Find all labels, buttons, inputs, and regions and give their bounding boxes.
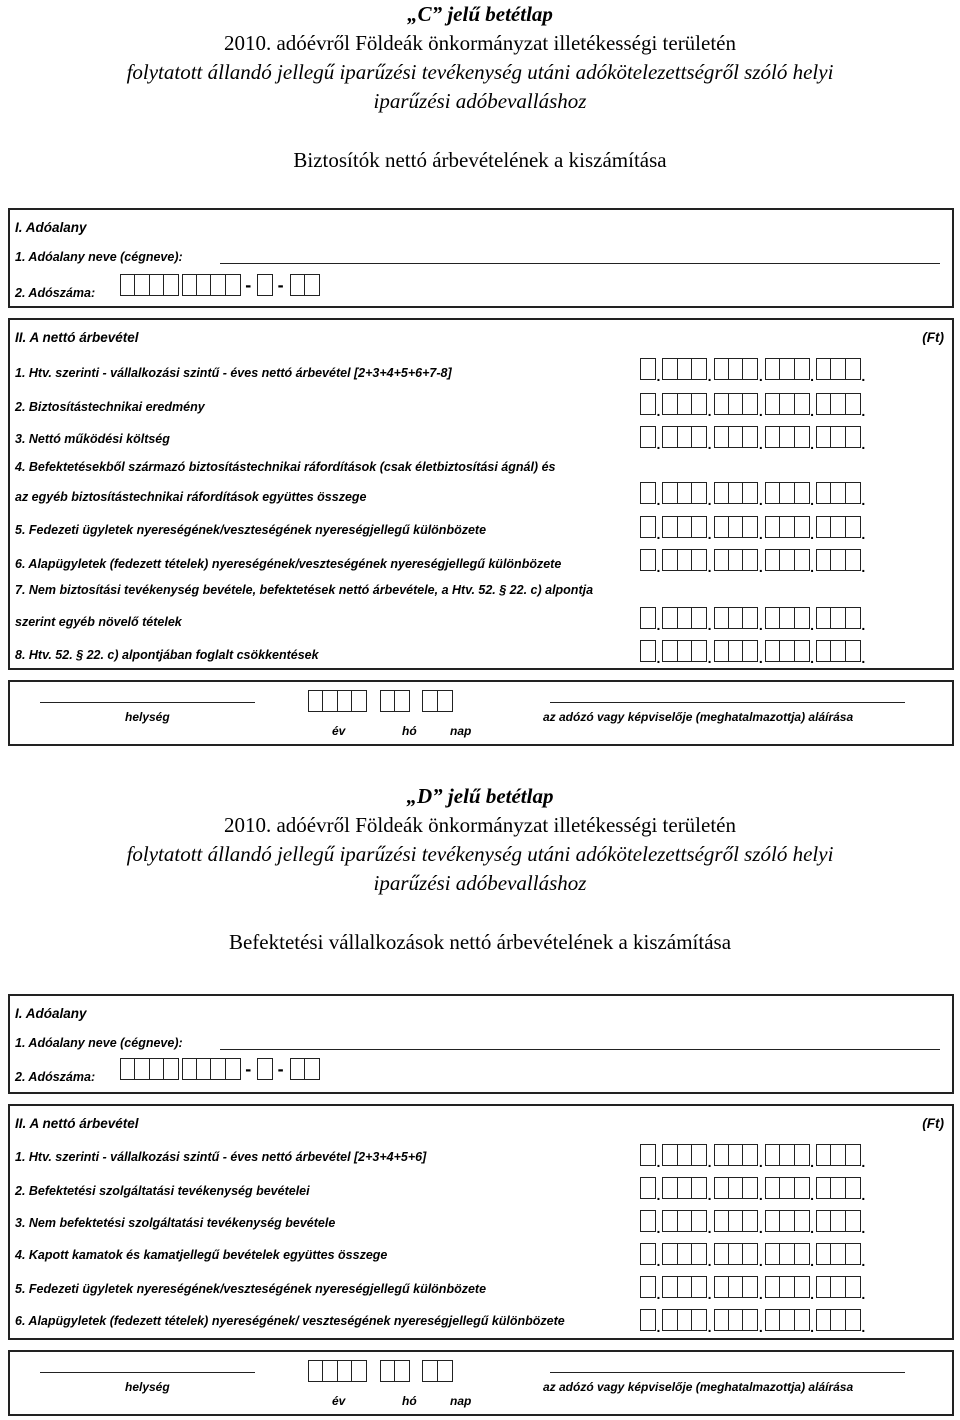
d-section-taxpayer: [8, 994, 954, 1094]
d-date-field[interactable]: [308, 1360, 451, 1382]
thousands-separator: .: [810, 650, 814, 666]
thousands-separator: .: [758, 559, 763, 575]
d-month-label: hó: [402, 1394, 417, 1408]
d-signature-block: [8, 1350, 954, 1416]
thousands-separator: .: [656, 1319, 661, 1335]
c-item-1: 1. Htv. szerinti - vállalkozási szintű - éves nettó árbevétel [2+3+4+5+6+7-8]: [15, 366, 452, 380]
c-place-label: helység: [125, 710, 170, 724]
d-unit-label: (Ft): [922, 1116, 944, 1131]
d-header-line2: folytatott állandó jellegű iparűzési tevékenység utáni adókötelezettségről szóló helyi: [126, 842, 834, 866]
c-header: [0, 0, 960, 116]
thousands-separator: .: [861, 526, 866, 542]
thousands-separator: .: [758, 492, 763, 508]
c-signature-label: az adózó vagy képviselője (meghatalmazottja) aláírása: [543, 710, 854, 724]
c-tax-number-field[interactable]: [120, 274, 318, 296]
thousands-separator: .: [861, 1286, 866, 1302]
thousands-separator: .: [656, 492, 661, 508]
d-amount-field-3[interactable]: [640, 1210, 867, 1236]
c-unit-label: (Ft): [922, 330, 944, 345]
thousands-separator: .: [861, 617, 866, 633]
d-section-revenue: [8, 1104, 954, 1340]
d-amount-field-4[interactable]: [640, 1243, 867, 1269]
c-amount-field-6[interactable]: [640, 549, 867, 575]
c-header-line3: iparűzési adóbevalláshoz: [373, 89, 587, 113]
c-title: „C” jelű betétlap: [407, 2, 553, 26]
thousands-separator: .: [810, 1286, 814, 1302]
thousands-separator: .: [861, 1253, 866, 1269]
thousands-separator: .: [810, 1319, 814, 1335]
c-subtitle: Biztosítók nettó árbevételének a kiszámítása: [293, 148, 667, 172]
thousands-separator: .: [758, 1154, 763, 1170]
c-header-line1: 2010. adóévről Földeák önkormányzat illetékességi területén: [223, 31, 736, 55]
thousands-separator: .: [861, 492, 866, 508]
thousands-separator: .: [758, 1187, 763, 1203]
thousands-separator: .: [656, 368, 661, 384]
d-amount-field-2[interactable]: [640, 1177, 867, 1203]
thousands-separator: .: [656, 1187, 661, 1203]
c-section1-title: I. Adóalany: [15, 220, 87, 235]
separator-dash: -: [277, 275, 284, 295]
digit-box[interactable]: [304, 274, 320, 296]
c-item-6: 6. Alapügyletek (fedezett tételek) nyereségének/veszteségének nyereségjellegű különbözete: [15, 557, 562, 571]
thousands-separator: .: [810, 1220, 814, 1236]
thousands-separator: .: [707, 617, 712, 633]
thousands-separator: .: [656, 1220, 661, 1236]
thousands-separator: .: [861, 403, 866, 419]
c-signature-field[interactable]: [550, 702, 905, 703]
thousands-separator: .: [810, 1253, 814, 1269]
thousands-separator: .: [758, 1286, 763, 1302]
thousands-separator: .: [656, 650, 661, 666]
c-name-label: 1. Adóalany neve (cégneve):: [15, 250, 183, 264]
d-place-field[interactable]: [40, 1372, 255, 1373]
thousands-separator: .: [810, 526, 814, 542]
thousands-separator: .: [758, 1319, 763, 1335]
d-subtitle: Befektetési vállalkozások nettó árbevételének a kiszámítása: [228, 930, 732, 954]
d-signature-label: az adózó vagy képviselője (meghatalmazottja) aláírása: [543, 1380, 854, 1394]
d-place-label: helység: [125, 1380, 170, 1394]
c-section-taxpayer: [8, 208, 954, 308]
thousands-separator: .: [810, 1154, 814, 1170]
thousands-separator: .: [656, 559, 661, 575]
c-place-field[interactable]: [40, 702, 255, 703]
thousands-separator: .: [810, 436, 814, 452]
d-name-label: 1. Adóalany neve (cégneve):: [15, 1036, 183, 1050]
thousands-separator: .: [861, 368, 866, 384]
thousands-separator: .: [707, 1253, 712, 1269]
c-section2-title: II. A nettó árbevétel: [15, 330, 139, 345]
c-date-field[interactable]: [308, 690, 451, 712]
digit-box[interactable]: [351, 1360, 367, 1382]
d-item-2: 2. Befektetési szolgáltatási tevékenység bevételei: [15, 1184, 310, 1198]
thousands-separator: .: [861, 1220, 866, 1236]
thousands-separator: .: [656, 436, 661, 452]
thousands-separator: .: [758, 617, 763, 633]
c-tax-label: 2. Adószáma:: [15, 286, 96, 300]
thousands-separator: .: [707, 492, 712, 508]
c-signature-block: [8, 680, 954, 746]
thousands-separator: .: [810, 617, 814, 633]
c-amount-field-2[interactable]: [640, 393, 867, 419]
c-item-4: 4. Befektetésekből származó biztosítástechnikai ráfordítások (csak életbiztosítási ágnál) és: [15, 460, 556, 474]
digit-box[interactable]: [394, 690, 410, 712]
c-item-7-cont: szerint egyéb növelő tételek: [15, 615, 182, 629]
thousands-separator: .: [656, 617, 661, 633]
d-year-label: év: [332, 1394, 346, 1408]
c-amount-field-4[interactable]: [640, 482, 867, 508]
c-item-7: 7. Nem biztosítási tevékenység bevétele, befektetések nettó árbevétele, a Htv. 52. § 22. c) alpontja: [15, 583, 594, 597]
thousands-separator: .: [656, 403, 661, 419]
c-amount-field-8[interactable]: [640, 640, 867, 666]
d-section2-title: II. A nettó árbevétel: [15, 1116, 139, 1131]
c-item-8: 8. Htv. 52. § 22. c) alpontjában foglalt csökkentések: [15, 648, 319, 662]
thousands-separator: .: [810, 368, 814, 384]
c-item-5: 5. Fedezeti ügyletek nyereségének/veszteségének nyereségjellegű különbözete: [15, 523, 487, 537]
thousands-separator: .: [810, 559, 814, 575]
c-item-2: 2. Biztosítástechnikai eredmény: [15, 400, 205, 414]
thousands-separator: .: [810, 403, 814, 419]
separator-dash: -: [245, 275, 252, 295]
thousands-separator: .: [861, 559, 866, 575]
digit-box[interactable]: [394, 1360, 410, 1382]
thousands-separator: .: [707, 1319, 712, 1335]
thousands-separator: .: [707, 526, 712, 542]
thousands-separator: .: [758, 368, 763, 384]
thousands-separator: .: [810, 492, 814, 508]
thousands-separator: .: [810, 1187, 814, 1203]
c-month-label: hó: [402, 724, 417, 738]
c-year-label: év: [332, 724, 346, 738]
thousands-separator: .: [861, 436, 866, 452]
d-item-3: 3. Nem befektetési szolgáltatási tevékenység bevétele: [15, 1216, 336, 1230]
digit-box[interactable]: [163, 274, 179, 296]
thousands-separator: .: [707, 436, 712, 452]
d-tax-number-field[interactable]: [120, 1058, 318, 1080]
c-amount-field-1[interactable]: [640, 358, 867, 384]
c-header-line2: folytatott állandó jellegű iparűzési tevékenység utáni adókötelezettségről szóló helyi: [126, 60, 834, 84]
separator-dash: -: [245, 1059, 252, 1079]
thousands-separator: .: [656, 526, 661, 542]
thousands-separator: .: [758, 650, 763, 666]
digit-box[interactable]: [163, 1058, 179, 1080]
c-item-4-cont: az egyéb biztosítástechnikai ráfordítások együttes összege: [15, 490, 367, 504]
digit-box[interactable]: [351, 690, 367, 712]
thousands-separator: .: [758, 526, 763, 542]
d-header: [0, 782, 960, 898]
thousands-separator: .: [861, 1187, 866, 1203]
d-item-4: 4. Kapott kamatok és kamatjellegű bevételek együttes összege: [15, 1248, 388, 1262]
d-header-line3: iparűzési adóbevalláshoz: [373, 871, 587, 895]
c-section-revenue: [8, 318, 954, 670]
d-tax-label: 2. Adószáma:: [15, 1070, 96, 1084]
c-name-field[interactable]: [220, 263, 940, 264]
d-amount-field-1[interactable]: [640, 1144, 867, 1170]
c-item-3: 3. Nettó működési költség: [15, 432, 170, 446]
d-amount-field-5[interactable]: [640, 1276, 867, 1302]
digit-box[interactable]: [437, 690, 453, 712]
d-name-field[interactable]: [220, 1049, 940, 1050]
thousands-separator: .: [656, 1154, 661, 1170]
c-amount-field-5[interactable]: [640, 516, 867, 542]
thousands-separator: .: [707, 403, 712, 419]
c-amount-field-3[interactable]: [640, 426, 867, 452]
d-signature-field[interactable]: [550, 1372, 905, 1373]
separator-dash: -: [277, 1059, 284, 1079]
thousands-separator: .: [707, 1220, 712, 1236]
d-title: „D” jelű betétlap: [406, 784, 554, 808]
thousands-separator: .: [758, 403, 763, 419]
thousands-separator: .: [758, 436, 763, 452]
thousands-separator: .: [861, 650, 866, 666]
thousands-separator: .: [707, 559, 712, 575]
d-item-6: 6. Alapügyletek (fedezett tételek) nyereségének/ veszteségének nyereségjellegű különbözete: [15, 1314, 565, 1328]
d-day-label: nap: [450, 1394, 472, 1408]
d-header-line1: 2010. adóévről Földeák önkormányzat illetékességi területén: [223, 813, 736, 837]
d-amount-field-6[interactable]: [640, 1309, 867, 1335]
thousands-separator: .: [707, 1187, 712, 1203]
c-amount-field-7[interactable]: [640, 607, 867, 633]
thousands-separator: .: [707, 650, 712, 666]
d-item-1: 1. Htv. szerinti - vállalkozási szintű - éves nettó árbevétel [2+3+4+5+6]: [15, 1150, 427, 1164]
d-item-5: 5. Fedezeti ügyletek nyereségének/veszteségének nyereségjellegű különbözete: [15, 1282, 487, 1296]
digit-box[interactable]: [304, 1058, 320, 1080]
thousands-separator: .: [707, 368, 712, 384]
thousands-separator: .: [656, 1253, 661, 1269]
thousands-separator: .: [861, 1319, 866, 1335]
c-day-label: nap: [450, 724, 472, 738]
digit-box[interactable]: [437, 1360, 453, 1382]
thousands-separator: .: [861, 1154, 866, 1170]
thousands-separator: .: [758, 1253, 763, 1269]
thousands-separator: .: [707, 1286, 712, 1302]
thousands-separator: .: [656, 1286, 661, 1302]
thousands-separator: .: [758, 1220, 763, 1236]
thousands-separator: .: [707, 1154, 712, 1170]
d-section1-title: I. Adóalany: [15, 1006, 87, 1021]
